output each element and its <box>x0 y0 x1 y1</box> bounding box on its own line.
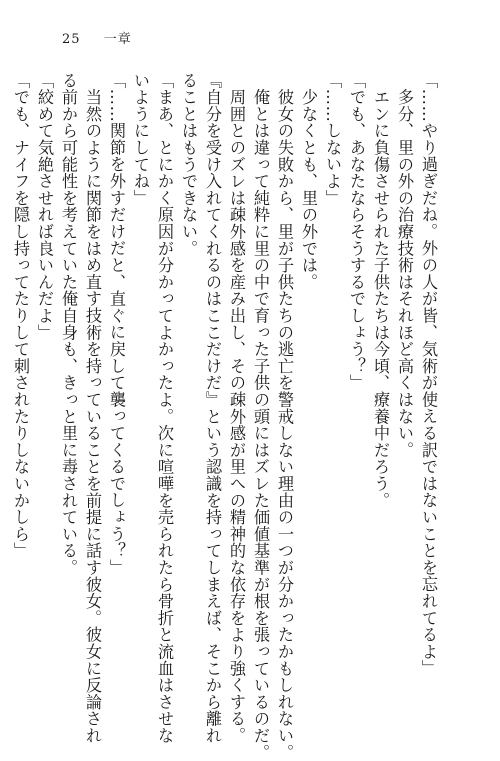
chapter-title: 一章 <box>103 32 132 47</box>
text-line: 「……関節を外すだけだと、直ぐに戻して襲ってくるでしょう？」 <box>107 72 126 576</box>
text-line: 「……やり過ぎだね。外の人が皆、気術が使える訳ではないことを忘れてるよ」 <box>419 72 438 677</box>
text-line: る前から可能性を考えていた俺自身も、きっと里に毒されている。 <box>59 72 78 576</box>
page-number: 25 <box>62 32 81 47</box>
text-line: 当然のように関節をはめ直す技術を持っていることを前提に話す彼女。彼女に反論され <box>83 72 102 744</box>
text-line: 「絞めて気絶させれば良いんだよ」 <box>35 72 54 341</box>
text-line: 少なくとも、里の外では。 <box>299 72 318 291</box>
novel-body-text <box>11 72 440 761</box>
text-line: 彼女の失敗から、里が子供たちの逃亡を警戒しない理由の一つが分かったかもしれない。 <box>275 72 294 761</box>
text-line: エンに負傷させられた子供たちは今頃、療養中だろう。 <box>371 72 390 509</box>
text-line: 『自分を受け入れてくれるのはここだけだ』という認識を持ってしまえば、そこから離れ <box>203 72 222 744</box>
text-line: ることはもうできない。 <box>179 72 198 257</box>
text-line: 「……しないよ」 <box>323 72 342 207</box>
text-line: 「まあ、とにかく原因が分かってよかったよ。次に喧嘩を売られたら骨折と流血はさせな <box>155 72 174 744</box>
text-line: 「でも、ナイフを隠し持ってたりして刺されたりしないかしら」 <box>11 72 30 560</box>
text-line: 周囲とのズレは疎外感を産み出し、その疎外感が里への精神的な依存をより強くする。 <box>227 72 246 744</box>
text-line: いようにしてね」 <box>131 72 150 207</box>
text-line: 「でも、あなたならそうするでしょう？」 <box>347 72 366 392</box>
text-line: 多分、里の外の治療技術はそれほど高くはない。 <box>395 72 414 459</box>
text-line: 俺とは違って純粋に里の中で育った子供の頭にはズレた価値基準が根を張っているのだ。 <box>251 72 270 761</box>
page-header <box>62 28 132 47</box>
